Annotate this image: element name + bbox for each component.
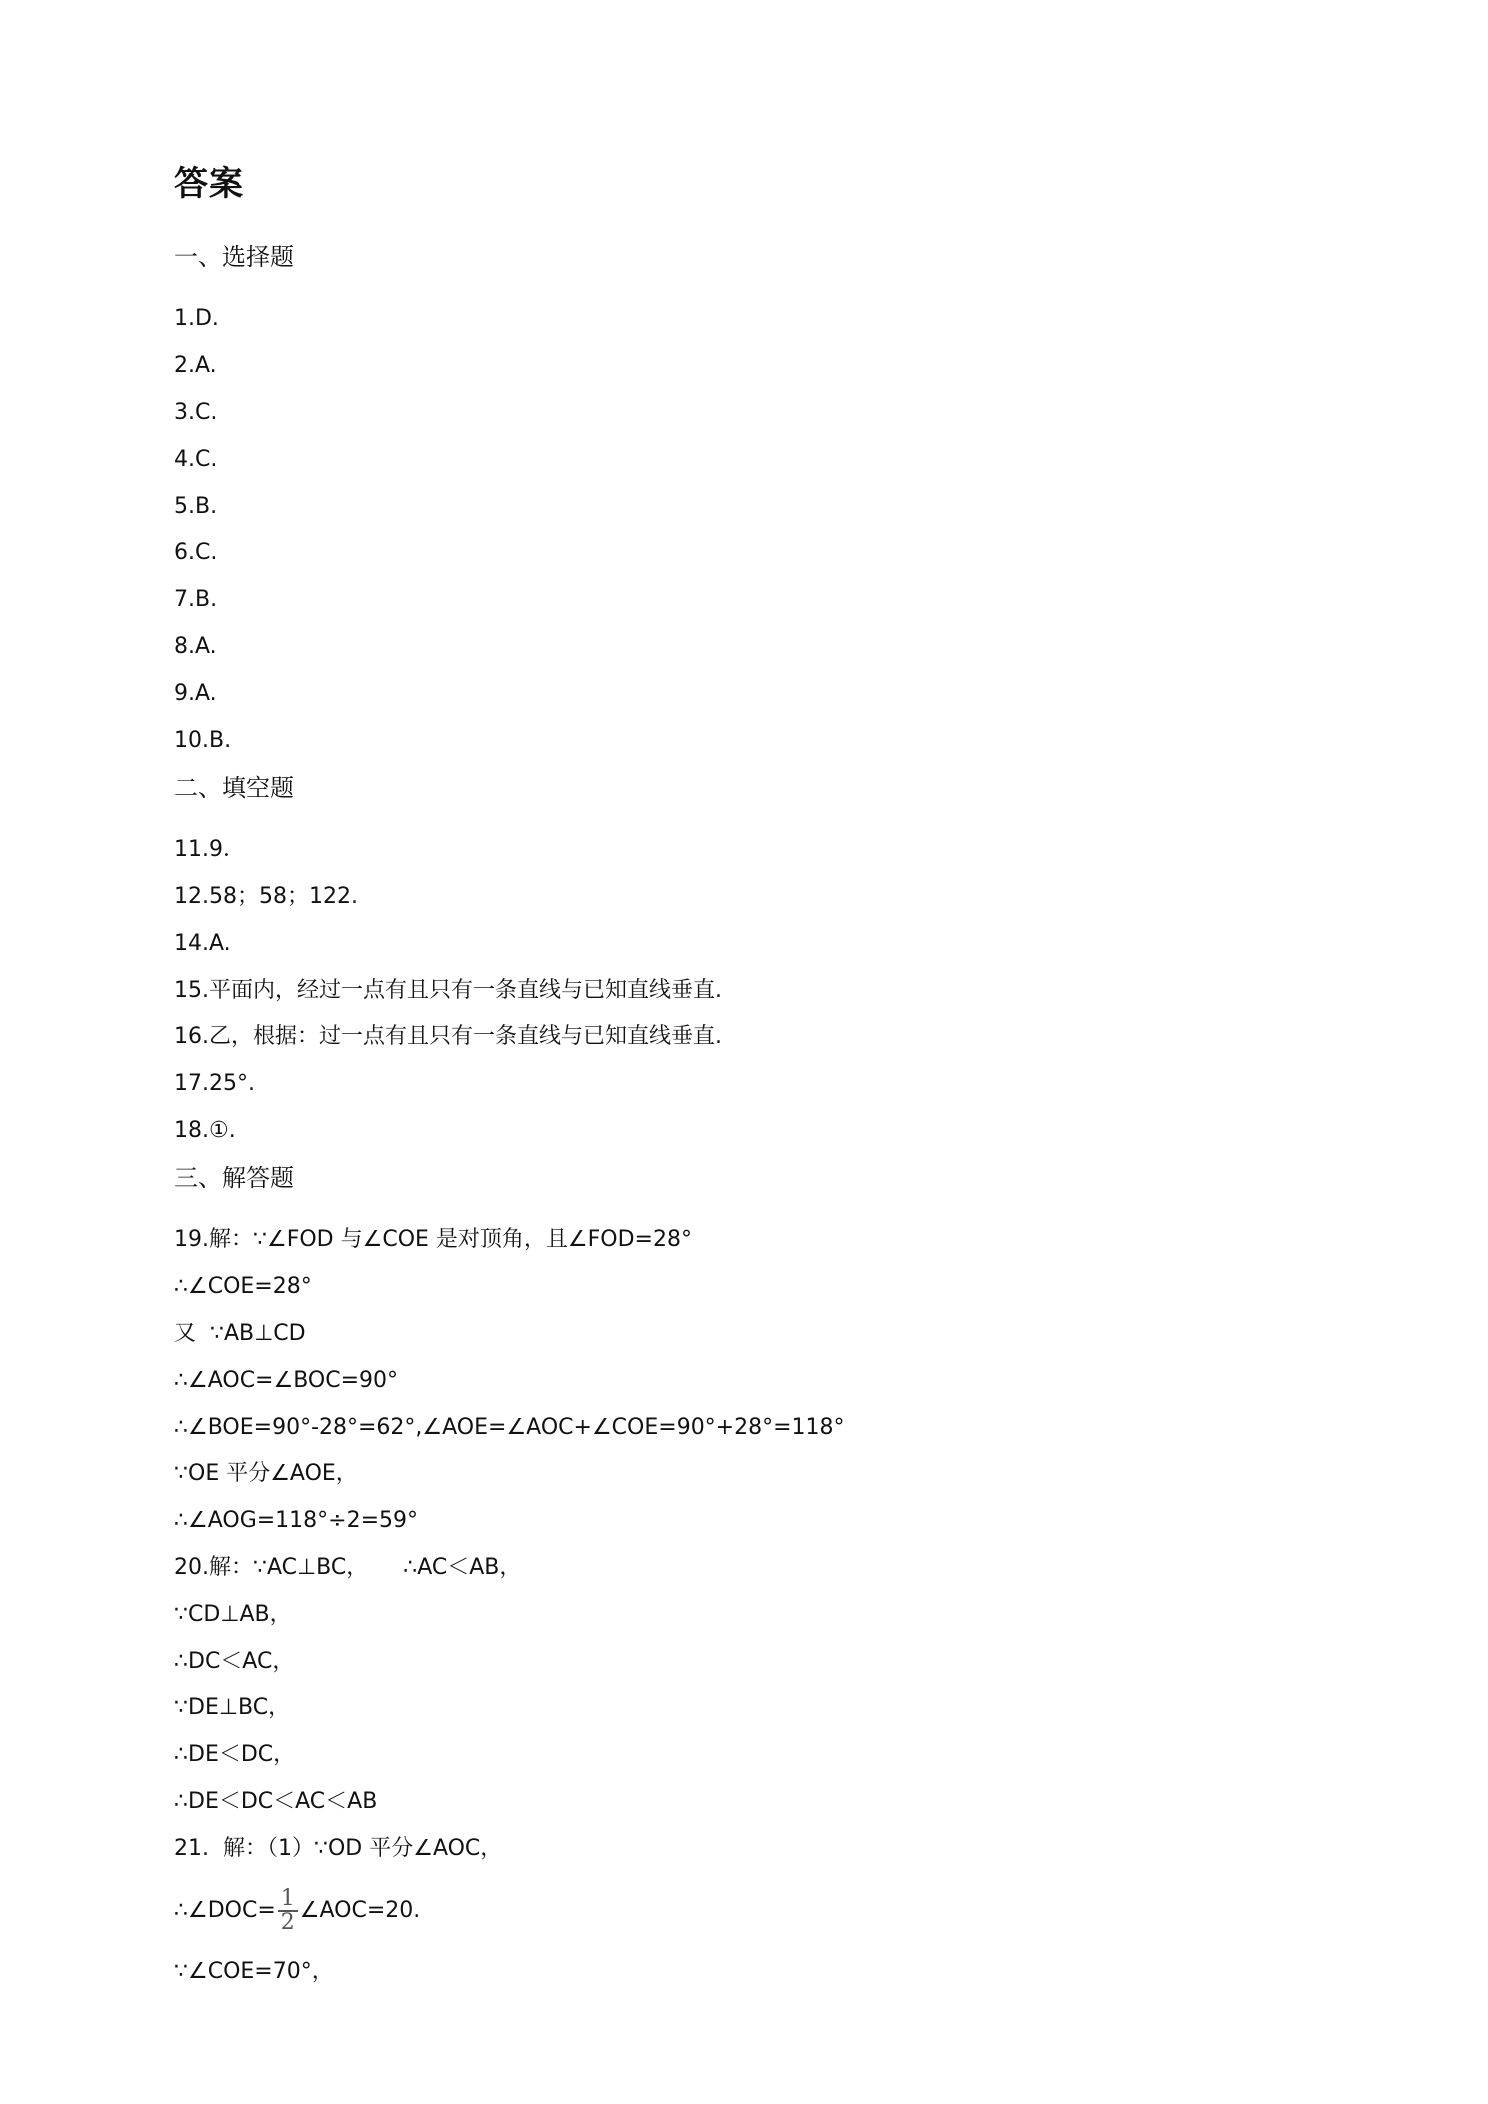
q20-line: ∴DE＜DC， [174, 1742, 296, 1767]
q19-line: ∴∠AOG=118°÷2=59° [174, 1508, 419, 1533]
fraction-one-half [278, 1888, 298, 1934]
fill-answer: 14.A. [174, 931, 231, 956]
q19-line: ∴∠BOE=90°-28°=62°,∠AOE=∠AOC+∠COE=90°+28°=118° [174, 1415, 845, 1440]
mc-answer: 4.C. [174, 447, 218, 472]
fill-answer: 12.58；58；122. [174, 884, 358, 909]
mc-answer: 3.C. [174, 400, 218, 425]
section-heading-solve: 三、解答题 [174, 1164, 294, 1192]
q20-line: ∴DE＜DC＜AC＜AB [174, 1789, 378, 1814]
mc-answer: 2.A. [174, 353, 217, 378]
fill-answer: 17.25°. [174, 1071, 255, 1096]
q19-line: 19.解：∵∠FOD 与∠COE 是对顶角，且∠FOD=28° [174, 1227, 692, 1252]
page-title: 答案 [174, 164, 244, 204]
fill-answer: 16.乙，根据：过一点有且只有一条直线与已知直线垂直. [174, 1024, 722, 1049]
q21-suffix: ∠AOC=20. [299, 1898, 421, 1923]
q19-line: ∴∠AOC=∠BOC=90° [174, 1368, 399, 1393]
mc-answer: 6.C. [174, 540, 218, 565]
q20-line: ∵DE⊥BC， [174, 1695, 291, 1720]
q21-line: ∵∠COE=70°， [174, 1959, 334, 1984]
fill-answer: 11.9． [174, 837, 245, 862]
q21-line: 21. 解：（1）∵OD 平分∠AOC， [174, 1836, 503, 1861]
q19-line: 又 ∵AB⊥CD [174, 1321, 306, 1346]
fill-answer: 15.平面内，经过一点有且只有一条直线与已知直线垂直. [174, 978, 722, 1003]
section-heading-fill: 二、填空题 [174, 774, 294, 802]
q21-prefix: ∴∠DOC= [174, 1898, 276, 1923]
q20-line: ∴DC＜AC， [174, 1649, 295, 1674]
q20-line: 20.解：∵AC⊥BC， ∴AC＜AB， [174, 1555, 522, 1580]
q21-fraction-line [174, 1888, 420, 1934]
q19-line: ∵OE 平分∠AOE， [174, 1461, 358, 1486]
q19-line: ∴∠COE=28° [174, 1274, 312, 1299]
section-heading-choice: 一、选择题 [174, 243, 294, 271]
fraction-denominator: 2 [280, 1910, 295, 1935]
mc-answer: 5.B. [174, 494, 218, 519]
mc-answer: 7.B. [174, 587, 218, 612]
mc-answer: 8.A. [174, 634, 217, 659]
fraction-numerator: 1 [278, 1888, 298, 1912]
mc-answer: 9.A. [174, 681, 217, 706]
mc-answer: 1.D. [174, 306, 219, 331]
q20-line: ∵CD⊥AB， [174, 1602, 292, 1627]
fill-answer: 18.①. [174, 1118, 236, 1143]
mc-answer: 10.B. [174, 728, 232, 753]
